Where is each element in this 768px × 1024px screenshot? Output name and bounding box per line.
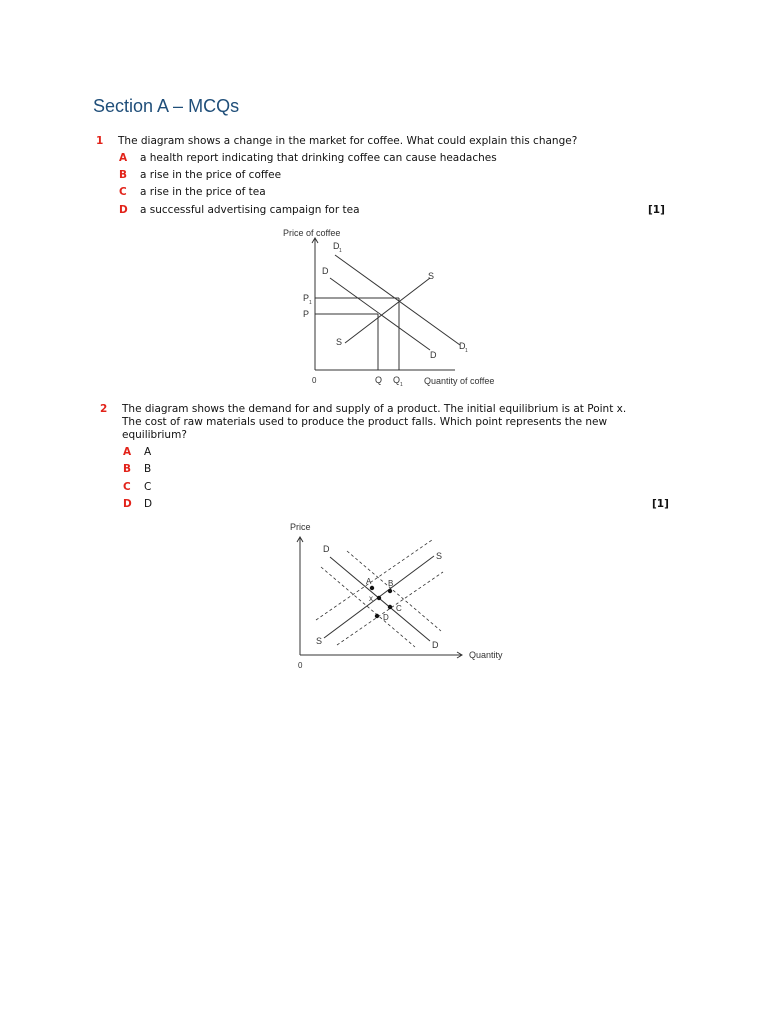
- shifted-supply-curve-right: [337, 572, 443, 645]
- point-x-marker: [377, 596, 381, 600]
- option-text[interactable]: C: [144, 481, 152, 493]
- quantity-label-q: Q: [375, 375, 383, 385]
- option-letter[interactable]: C: [123, 481, 131, 493]
- demand-curve-d1: [335, 255, 460, 345]
- point-label-b: B: [388, 579, 394, 588]
- curve-label-d: D: [322, 266, 329, 276]
- quantity-label-q1: Q: [393, 375, 401, 385]
- shifted-supply-curve-left: [316, 540, 432, 620]
- x-axis-arrow: [457, 652, 462, 658]
- point-b-marker: [388, 589, 392, 593]
- demand-curve-d: [330, 278, 430, 350]
- point-label-x: x: [369, 594, 373, 603]
- option-text[interactable]: a rise in the price of coffee: [140, 169, 282, 181]
- option-text[interactable]: D: [144, 498, 153, 510]
- curve-label-subscript: 1: [339, 248, 342, 254]
- quantity-label-subscript: 1: [400, 382, 403, 388]
- option-text[interactable]: A: [144, 446, 152, 458]
- x-axis-label: Quantity: [469, 650, 503, 660]
- option-letter[interactable]: A: [123, 446, 132, 458]
- point-a-marker: [370, 586, 374, 590]
- option-text[interactable]: B: [144, 463, 152, 475]
- point-label-d: D: [383, 613, 389, 622]
- y-axis-label: Price: [290, 522, 311, 532]
- curve-label-d1: D: [333, 241, 340, 251]
- price-label-p: P: [303, 309, 310, 319]
- shifted-demand-curve-left: [321, 567, 415, 647]
- y-axis-label: Price of coffee: [283, 228, 341, 238]
- point-label-a: A: [366, 577, 372, 586]
- option-text[interactable]: a rise in the price of tea: [140, 186, 266, 198]
- point-c-marker: [388, 605, 392, 609]
- option-letter[interactable]: A: [119, 152, 128, 164]
- point-label-c: C: [396, 604, 402, 613]
- curve-label-s: S: [336, 337, 343, 347]
- question-text-line: The diagram shows the demand for and supply of a product. The initial equilibrium is at Point x.: [122, 403, 627, 415]
- supply-curve: [324, 556, 434, 638]
- question-text-line: The cost of raw materials used to produce the product falls. Which point represents the new: [122, 416, 608, 428]
- price-label-p1: P: [303, 293, 310, 303]
- mark-label: [1]: [648, 204, 665, 216]
- curve-label-d1: D: [459, 341, 466, 351]
- curve-label-d: D: [432, 640, 439, 650]
- question-text-line: equilibrium?: [122, 429, 187, 441]
- option-letter[interactable]: C: [119, 186, 127, 198]
- y-axis-arrow: [297, 537, 303, 542]
- option-letter[interactable]: B: [119, 169, 128, 181]
- section-title: Section A – MCQs: [93, 96, 240, 116]
- curve-label-subscript: 1: [465, 348, 468, 354]
- option-letter[interactable]: B: [123, 463, 132, 475]
- point-d-marker: [375, 614, 379, 618]
- curve-label-s: S: [316, 636, 323, 646]
- supply-curve: [345, 278, 430, 343]
- option-text[interactable]: a health report indicating that drinking coffee can cause headaches: [140, 152, 497, 164]
- x-axis-label: Quantity of coffee: [424, 376, 495, 386]
- option-letter[interactable]: D: [123, 498, 132, 510]
- option-text[interactable]: a successful advertising campaign for tea: [140, 204, 360, 216]
- curve-label-d: D: [323, 544, 330, 554]
- origin-label: 0: [312, 376, 317, 385]
- price-label-subscript: 1: [309, 300, 312, 306]
- curve-label-d: D: [430, 350, 437, 360]
- demand-curve: [330, 557, 430, 641]
- mark-label: [1]: [652, 498, 669, 510]
- question-number: 2: [100, 403, 108, 415]
- question-text: The diagram shows a change in the market for coffee. What could explain this change?: [118, 135, 578, 147]
- option-letter[interactable]: D: [119, 204, 128, 216]
- curve-label-s: S: [428, 271, 435, 281]
- y-axis-arrow: [312, 238, 318, 243]
- curve-label-s: S: [436, 551, 443, 561]
- origin-label: 0: [298, 661, 303, 670]
- question-number: 1: [96, 135, 104, 147]
- shifted-demand-curve-right: [347, 551, 441, 631]
